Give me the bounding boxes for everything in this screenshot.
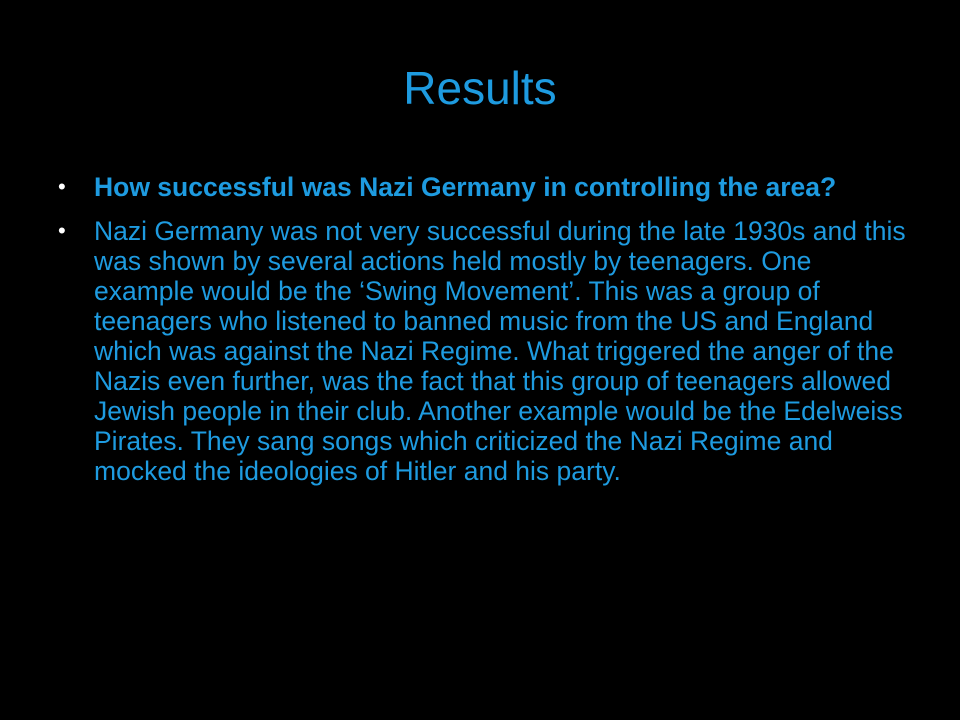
bullet-list: [58, 172, 918, 486]
bullet-item-answer: [58, 216, 918, 486]
bullet-marker-icon: •: [58, 174, 66, 199]
bullet-text: How successful was Nazi Germany in controlling the area?: [94, 172, 837, 202]
bullet-text: Nazi Germany was not very successful during the late 1930s and this was shown by several actions held mostly by teenagers. One example would be the ‘Swing Movement’. This was a group of teenagers who listened to banned music from the US and England which was against the Nazi Regime. What triggered the anger of the Nazis even further, was the fact that this group of teenagers allowed Jewish people in their club. Another example would be the Edelweiss Pirates. They sang songs which criticized the Nazi Regime and mocked the ideologies of Hitler and his party.: [94, 216, 906, 486]
bullet-item-question: [58, 172, 918, 202]
slide-title: Results: [403, 62, 557, 114]
bullet-marker-icon: •: [58, 218, 66, 243]
